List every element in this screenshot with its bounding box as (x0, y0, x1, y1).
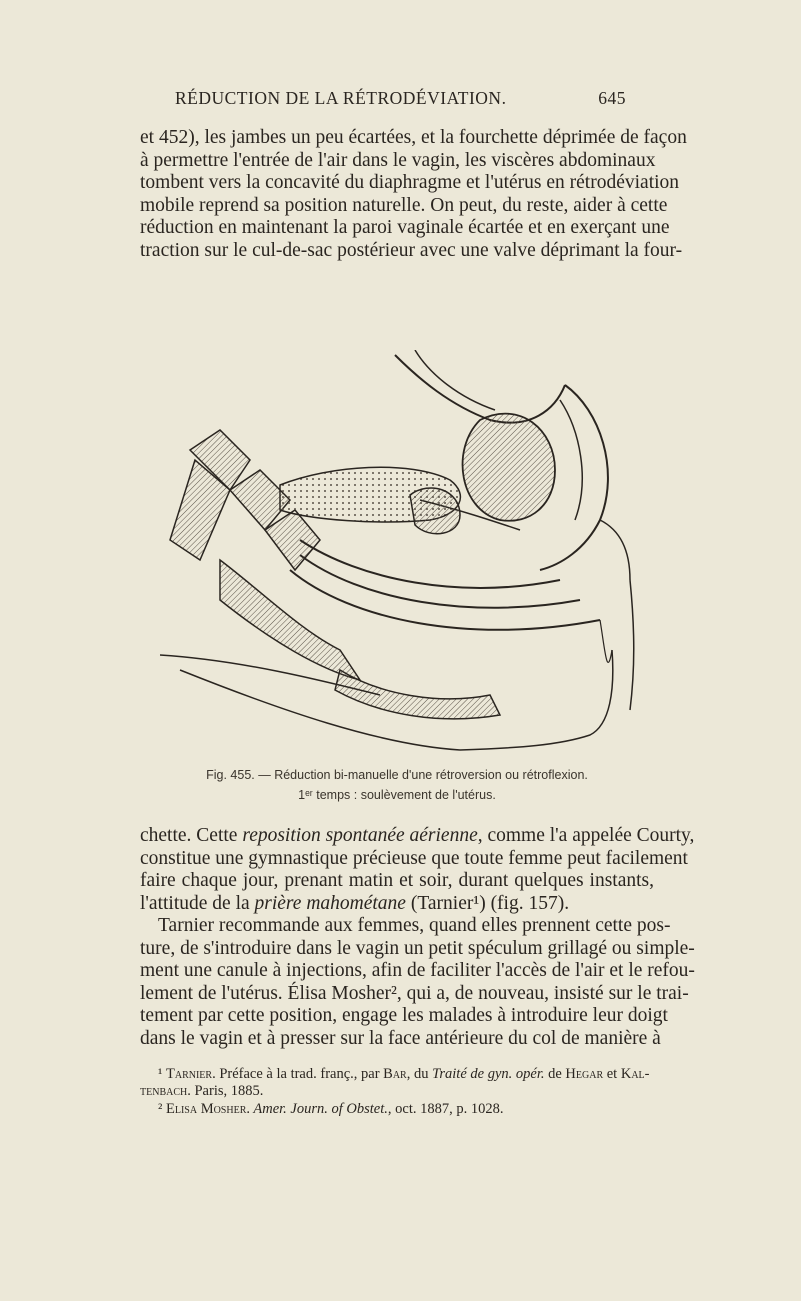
text-line: l'attitude de la prière mahométane (Tarnier¹) (fig. 157). (140, 892, 570, 914)
running-title: RÉDUCTION DE LA RÉTRODÉVIATION. (175, 88, 507, 108)
text-line: faire chaque jour, prenant matin et soir, durant quelques instants, (140, 870, 654, 891)
page-number: 645 (598, 88, 626, 108)
text-line: ment une canule à injections, afin de faciliter l'accès de l'air et le refou- (140, 960, 695, 981)
text-line: et 452), les jambes un peu écartées, et la fourchette déprimée de façon (140, 127, 687, 148)
paragraph-top (140, 127, 687, 262)
emphasis: prière mahométane (254, 892, 406, 914)
figure-caption-subtitle: 1ᵉʳ temps : soulèvement de l'utérus. (298, 788, 496, 802)
text-line: ture, de s'introduire dans le vagin un petit spéculum grillagé ou simple- (140, 937, 695, 959)
text-line: lement de l'utérus. Élisa Mosher², qui a, de nouveau, insisté sur le trai- (140, 982, 689, 1004)
emphasis: reposition spontanée aérienne (242, 825, 478, 846)
pelvis-section-illustration (160, 350, 650, 760)
text-line: dans le vagin et à presser sur la face antérieure du col de manière à (140, 1027, 661, 1049)
text-line: traction sur le cul-de-sac postérieur avec une valve déprimant la four- (140, 239, 683, 261)
text-line: tement par cette position, engage les malades à introduire leur doigt (140, 1005, 668, 1026)
text-line: tombent vers la concavité du diaphragme et l'utérus en rétrodéviation (140, 172, 680, 193)
text-line: mobile reprend sa position naturelle. On peut, du reste, aider à cette (140, 194, 668, 216)
figure-caption: Fig. 455. — Réduction bi-manuelle d'une rétroversion ou rétroflexion. (206, 768, 588, 782)
text-line: constitue une gymnastique précieuse que toute femme peut facilement (140, 847, 688, 869)
text-line: Tarnier recommande aux femmes, quand elles prennent cette pos- (158, 915, 671, 936)
text-line: chette. Cette reposition spontanée aérienne, comme l'a appelée Courty, (140, 825, 695, 846)
text-line: à permettre l'entrée de l'air dans le vagin, les viscères abdominaux (140, 149, 656, 171)
text-line: réduction en maintenant la paroi vaginale écartée et en exerçant une (140, 217, 670, 238)
footnote-2: ² Elisa Mosher. Amer. Journ. of Obstet., oct. 1887, p. 1028. (158, 1101, 504, 1117)
footnote-1: ¹ Tarnier. Préface à la trad. franç., par Bar, du Traité de gyn. opér. de Hegar et Kal- tenbach. Paris, 1885. (140, 1066, 650, 1099)
anatomical-figure (160, 350, 650, 760)
paragraph-bottom (140, 825, 695, 1050)
